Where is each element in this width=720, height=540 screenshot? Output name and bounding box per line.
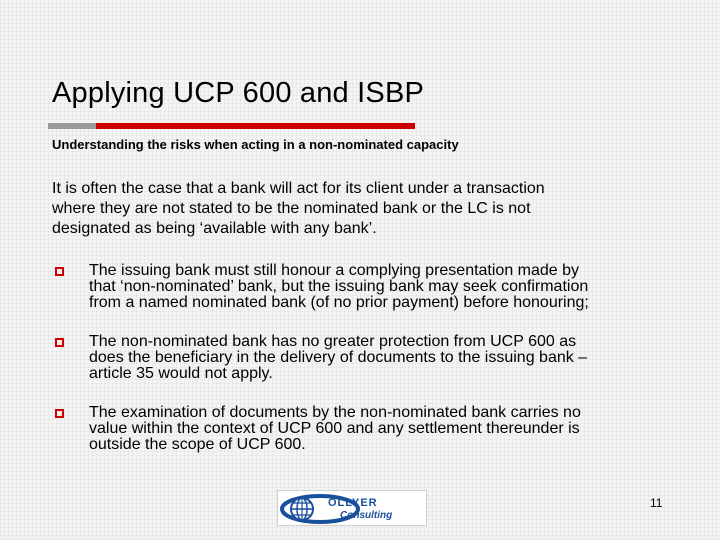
- slide-subtitle: Understanding the risks when acting in a non-nominated capacity: [52, 137, 459, 152]
- bullet-line: The issuing bank must still honour a complying presentation made by: [89, 262, 580, 279]
- intro-paragraph: [52, 179, 652, 239]
- title-underline: [48, 123, 415, 129]
- company-logo: [277, 490, 427, 526]
- square-bullet-icon: [55, 409, 64, 418]
- bullet-item: [52, 263, 672, 311]
- bullet-item: [52, 334, 672, 382]
- slide-title: Applying UCP 600 and ISBP: [52, 77, 425, 109]
- bullet-list: [52, 263, 672, 453]
- bullet-item: [52, 405, 672, 453]
- bullet-line: outside the scope of UCP 600.: [89, 436, 306, 453]
- bullet-line: The non-nominated bank has no greater protection from UCP 600 as: [89, 333, 577, 350]
- bullet-line: from a named nominated bank (of no prior payment) before honouring;: [89, 294, 589, 311]
- square-bullet-icon: [55, 267, 64, 276]
- logo-wordmark-top: OLLYER: [328, 497, 378, 509]
- logo-wordmark-bottom: Consulting: [340, 510, 393, 521]
- intro-line: where they are not stated to be the nominated bank or the LC is not: [52, 200, 531, 217]
- bullet-line: does the beneficiary in the delivery of documents to the issuing bank –: [89, 349, 588, 366]
- bullet-line: article 35 would not apply.: [89, 365, 273, 382]
- globe-icon: [291, 498, 313, 520]
- intro-line: designated as being ‘available with any bank’.: [52, 220, 377, 237]
- bullet-line: The examination of documents by the non-nominated bank carries no: [89, 404, 581, 421]
- page-number: 11: [650, 496, 663, 510]
- bullet-line: value within the context of UCP 600 and any settlement thereunder is: [89, 420, 580, 437]
- intro-line: It is often the case that a bank will act for its client under a transaction: [52, 180, 545, 197]
- bullet-line: that ‘non-nominated’ bank, but the issuing bank may seek confirmation: [89, 278, 589, 295]
- square-bullet-icon: [55, 338, 64, 347]
